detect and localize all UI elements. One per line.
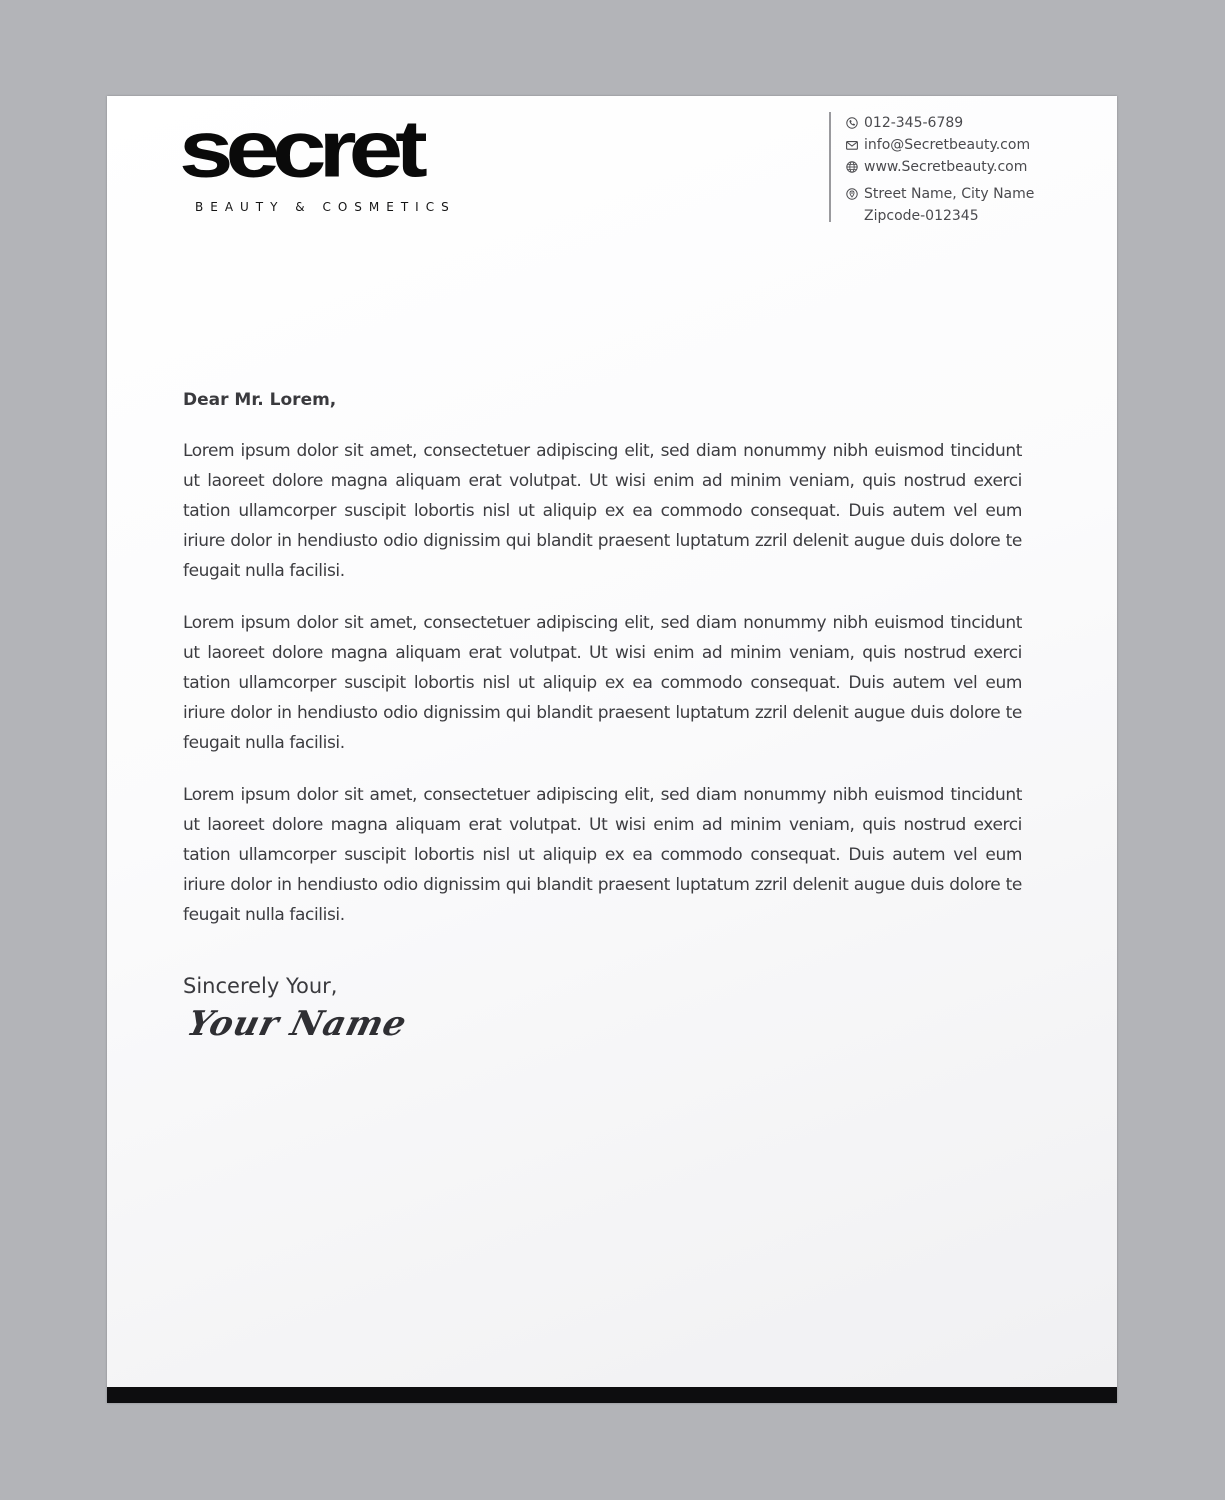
mail-icon (845, 134, 859, 156)
contact-address (845, 183, 1055, 227)
contact-block (829, 112, 1055, 222)
footer-bar (107, 1387, 1117, 1403)
letterhead-page (107, 96, 1117, 1403)
closing-line: Sincerely Your, (183, 974, 338, 998)
website-url: www.Secretbeauty.com (864, 159, 1028, 175)
logo-wordmark: secret (179, 103, 420, 194)
signature: Your Name (183, 1004, 412, 1044)
location-pin-icon (845, 183, 859, 205)
logo-tagline: BEAUTY & COSMETICS (195, 200, 456, 214)
contact-phone (845, 112, 1055, 134)
address-street: Street Name, City Name (864, 186, 1035, 202)
contact-email (845, 134, 1055, 156)
contact-website (845, 156, 1055, 178)
email-address: info@Secretbeauty.com (864, 137, 1031, 153)
phone-icon (845, 112, 859, 134)
letter-body (183, 390, 1022, 1044)
address-lines (864, 183, 1034, 227)
globe-icon (845, 156, 859, 178)
brand-logo (179, 103, 473, 214)
body-paragraph-3: Lorem ipsum dolor sit amet, consectetuer adipiscing elit, sed diam nonummy nibh euismod tincidunt ut laoreet dolore magna aliquam erat volutpat. Ut wisi enim ad minim veniam, quis nostrud exerci tation ullamcorper suscipit lobortis nisl ut aliquip ex ea commodo consequat. Duis autem vel eum iriure dolor in hendiusto odio dignissim qui blandit praesent luptatum zzril delenit augue duis dolore te feugait nulla facilisi. (183, 785, 1022, 925)
phone-number: 012-345-6789 (864, 115, 964, 131)
address-zipcode: Zipcode-012345 (864, 208, 979, 224)
salutation: Dear Mr. Lorem, (183, 390, 337, 410)
body-paragraph-1: Lorem ipsum dolor sit amet, consectetuer adipiscing elit, sed diam nonummy nibh euismod tincidunt ut laoreet dolore magna aliquam erat volutpat. Ut wisi enim ad minim veniam, quis nostrud exerci tation ullamcorper suscipit lobortis nisl ut aliquip ex ea commodo consequat. Duis autem vel eum iriure dolor in hendiusto odio dignissim qui blandit praesent luptatum zzril delenit augue duis dolore te feugait nulla facilisi. (183, 441, 1022, 581)
body-paragraph-2: Lorem ipsum dolor sit amet, consectetuer adipiscing elit, sed diam nonummy nibh euismod tincidunt ut laoreet dolore magna aliquam erat volutpat. Ut wisi enim ad minim veniam, quis nostrud exerci tation ullamcorper suscipit lobortis nisl ut aliquip ex ea commodo consequat. Duis autem vel eum iriure dolor in hendiusto odio dignissim qui blandit praesent luptatum zzril delenit augue duis dolore te feugait nulla facilisi. (183, 613, 1022, 753)
